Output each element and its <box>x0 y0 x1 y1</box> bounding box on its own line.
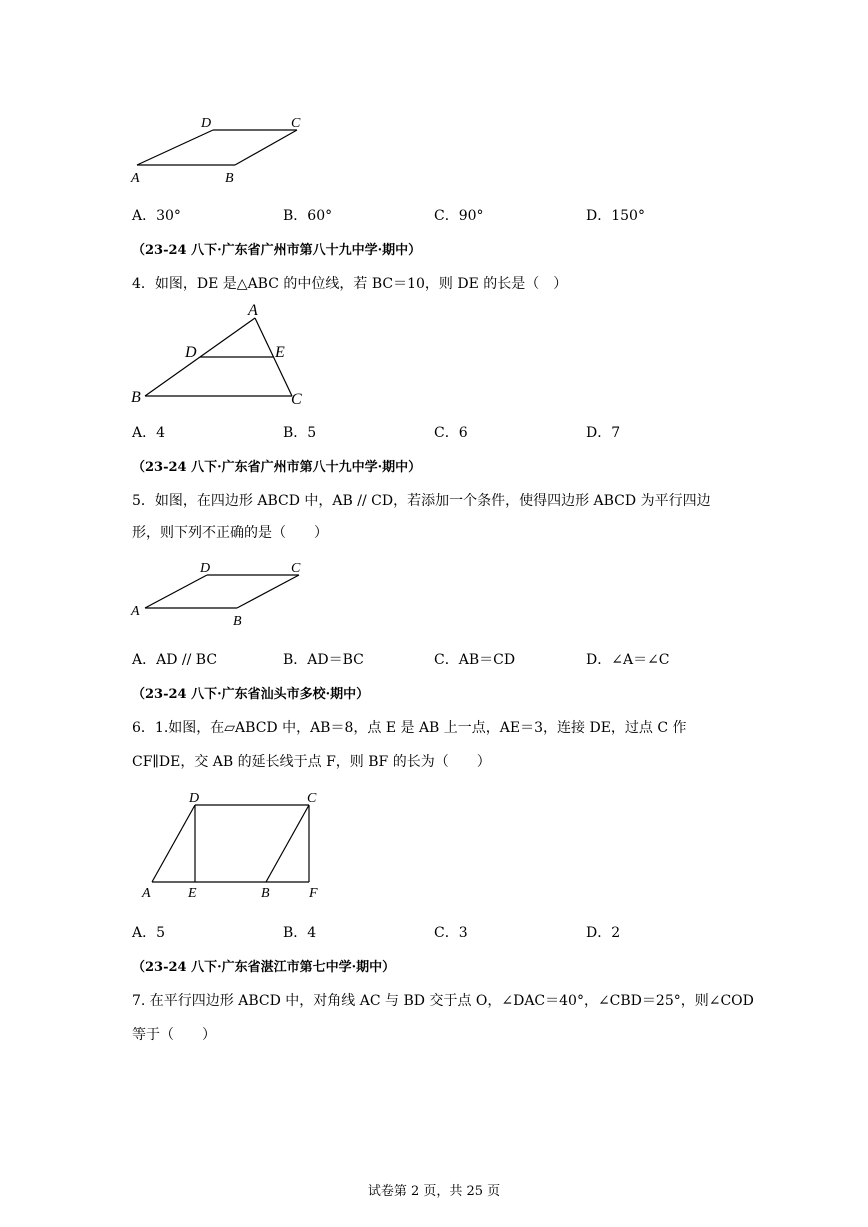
q4-option-c[interactable]: C．6 <box>434 425 468 441</box>
q4-option-b[interactable]: B．5 <box>283 425 317 441</box>
vertex-label-d: D <box>189 791 200 806</box>
q6-option-b[interactable]: B．4 <box>283 925 317 941</box>
vertex-label-d: D <box>201 116 212 131</box>
vertex-label-a: A <box>131 171 140 186</box>
q3-option-b[interactable]: B．60° <box>283 208 333 224</box>
q7-source: （23-24 八下·广东省湛江市第七中学·期中） <box>132 960 396 975</box>
q3-option-d[interactable]: D．150° <box>586 208 645 224</box>
figure-edge <box>145 575 207 608</box>
q6-option-c[interactable]: C．3 <box>434 925 468 941</box>
q3-option-a[interactable]: A．30° <box>132 208 181 224</box>
q4-stem: 4．如图，DE 是△ABC 的中位线，若 BC＝10，则 DE 的长是（ ） <box>132 276 568 292</box>
vertex-label-c: C <box>291 561 301 576</box>
vertex-label-e: E <box>275 344 285 361</box>
vertex-label-c: C <box>291 391 302 408</box>
q5-option-b[interactable]: B．AD＝BC <box>283 652 364 668</box>
figure-edge <box>137 130 213 165</box>
q4-option-d[interactable]: D．7 <box>586 425 621 441</box>
figure-edge <box>235 130 297 165</box>
vertex-label-d: D <box>200 561 211 576</box>
q5-stem-line2: 形，则下列不正确的是（ ） <box>132 525 328 541</box>
q5-stem-line1: 5．如图，在四边形 ABCD 中，AB // CD，若添加一个条件，使得四边形 ABCD 为平行四边 <box>132 493 711 509</box>
q5-option-a[interactable]: A．AD // BC <box>132 652 218 668</box>
vertex-label-d: D <box>185 344 197 361</box>
vertex-label-e: E <box>188 886 197 901</box>
q4-option-a[interactable]: A．4 <box>132 425 166 441</box>
figure-parallelogram-q5 <box>125 555 325 630</box>
vertex-label-b: B <box>225 171 234 186</box>
vertex-label-c: C <box>291 116 301 131</box>
vertex-label-b: B <box>261 886 270 901</box>
figure-edge <box>266 805 309 882</box>
figure-triangle-q4 <box>125 300 325 410</box>
q7-stem-line2: 等于（ ） <box>132 1027 216 1043</box>
q3-option-c[interactable]: C．90° <box>434 208 484 224</box>
q6-stem-line1: 6．1.如图，在▱ABCD 中，AB＝8，点 E 是 AB 上一点，AE＝3，连接 DE，过点 C 作 <box>132 720 687 736</box>
vertex-label-c: C <box>307 791 317 806</box>
vertex-label-b: B <box>233 614 242 629</box>
page-footer: 试卷第 2 页，共 25 页 <box>367 1184 501 1199</box>
q7-stem-line1: 7. 在平行四边形 ABCD 中，对角线 AC 与 BD 交于点 O，∠DAC＝40°，∠CBD＝25°，则∠COD <box>132 993 754 1009</box>
q5-option-d[interactable]: D．∠A＝∠C <box>586 652 670 668</box>
vertex-label-a: A <box>248 302 258 319</box>
q4-source: （23-24 八下·广东省广州市第八十九中学·期中） <box>132 243 422 258</box>
q5-source: （23-24 八下·广东省广州市第八十九中学·期中） <box>132 460 422 475</box>
q5-option-c[interactable]: C．AB＝CD <box>434 652 516 668</box>
vertex-label-a: A <box>131 604 140 619</box>
q6-stem-line2: CF∥DE，交 AB 的延长线于点 F，则 BF 的长为（ ） <box>132 754 491 770</box>
q6-source: （23-24 八下·广东省汕头市多校·期中） <box>132 687 370 702</box>
q6-option-a[interactable]: A．5 <box>132 925 166 941</box>
figure-parallelogram-q3 <box>125 110 325 190</box>
figure-parallelogram-q6 <box>125 785 345 905</box>
vertex-label-f: F <box>309 886 318 901</box>
vertex-label-b: B <box>131 389 141 406</box>
q6-option-d[interactable]: D．2 <box>586 925 621 941</box>
figure-edge <box>152 805 195 882</box>
vertex-label-a: A <box>142 886 151 901</box>
figure-edge <box>237 575 299 608</box>
